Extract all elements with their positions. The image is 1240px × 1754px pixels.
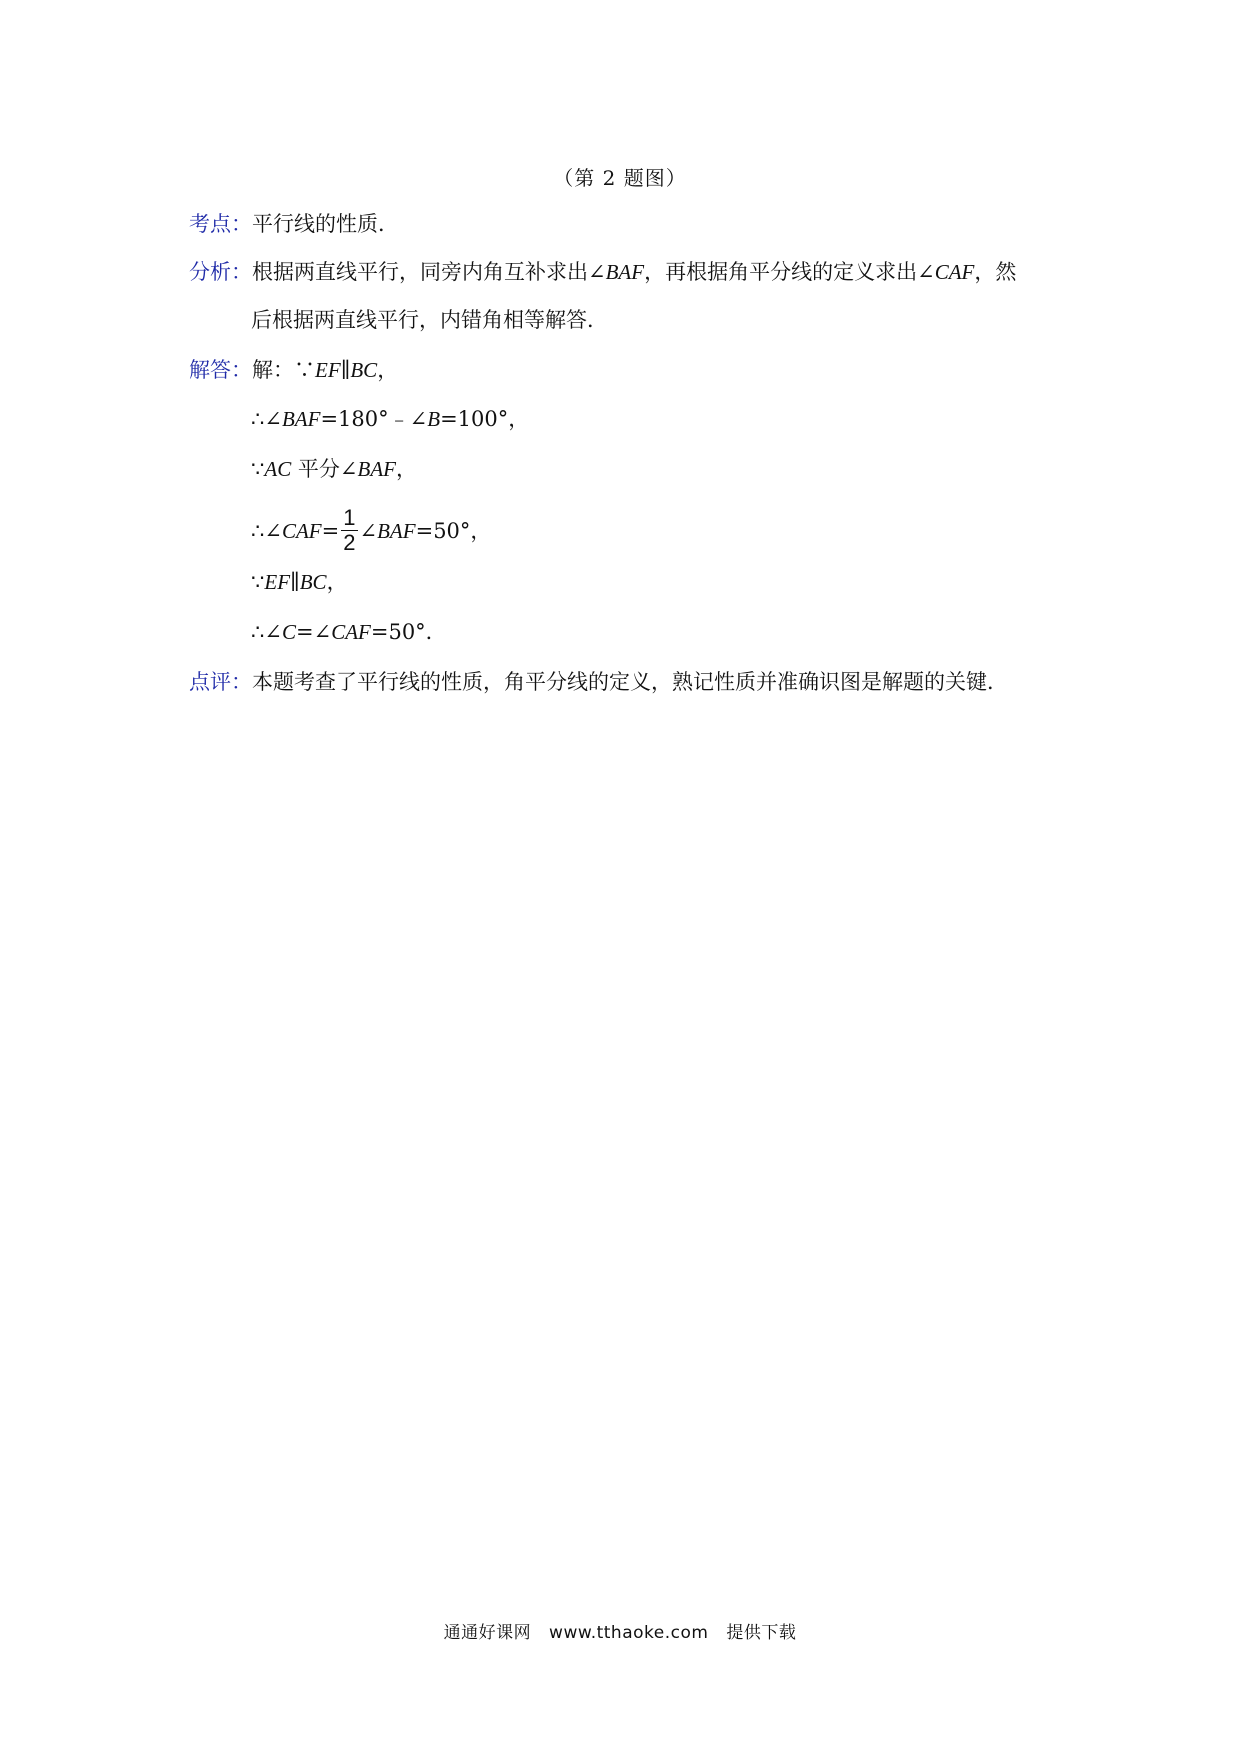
kaodian-row xyxy=(189,210,399,238)
fenxi-line2: 后根据两直线平行，内错角相等解答． xyxy=(251,308,608,332)
kaodian-text: 平行线的性质． xyxy=(252,212,399,236)
fraction-one-half xyxy=(341,506,357,555)
footer-url: www.tthaoke.com xyxy=(549,1623,709,1643)
step5-prefix: ∴∠ xyxy=(251,620,282,644)
step3-angle-sign: ∠ xyxy=(359,519,378,543)
jieda-intro: 解：∵ xyxy=(252,358,315,382)
jieda-colon: ： xyxy=(231,358,252,382)
step1-prefix: ∴∠ xyxy=(251,407,282,431)
fenxi-line1-a: 根据两直线平行，同旁内角互补求出∠ xyxy=(252,260,606,284)
fenxi-label: 分析 xyxy=(189,260,231,284)
step5-angle-caf: CAF xyxy=(331,620,371,644)
jieda-row xyxy=(189,356,398,384)
fenxi-line1-b: ，再根据角平分线的定义求出∠ xyxy=(644,260,935,284)
step1-result: =100°， xyxy=(440,407,530,431)
step2-end: ， xyxy=(395,457,417,481)
step2-angle-baf: BAF xyxy=(357,457,396,481)
solution-step-1 xyxy=(251,405,529,433)
step2-ac: AC xyxy=(264,457,292,481)
kaodian-colon: ： xyxy=(231,212,252,236)
step3-prefix: ∴∠ xyxy=(251,519,282,543)
step4-prefix: ∵ xyxy=(251,570,265,594)
fraction-numerator: 1 xyxy=(343,505,356,530)
step5-angle-c: C xyxy=(281,620,296,644)
step5-mid: =∠ xyxy=(295,620,332,644)
solution-step-2 xyxy=(251,455,417,483)
step1-mid: =180°﹣∠ xyxy=(320,407,428,431)
step4-parallel: EF∥BC xyxy=(264,570,327,594)
fenxi-line1-c: ，然 xyxy=(974,260,1017,284)
solution-step-3 xyxy=(251,505,492,557)
step2-mid: 平分∠ xyxy=(291,457,358,481)
jieda-label: 解答 xyxy=(189,358,231,382)
page-footer xyxy=(0,1618,1240,1643)
fenxi-angle-caf: CAF xyxy=(934,260,975,284)
footer-site-name: 通通好课网 xyxy=(443,1623,532,1643)
fenxi-colon: ： xyxy=(231,260,252,284)
fenxi-angle-baf: BAF xyxy=(605,260,645,284)
step2-prefix: ∵ xyxy=(251,457,265,481)
jieda-intro-end: ， xyxy=(377,358,399,382)
footer-action: 提供下载 xyxy=(726,1623,797,1643)
step1-angle-baf: BAF xyxy=(281,407,321,431)
step3-result: =50°， xyxy=(415,519,492,543)
dianping-label: 点评 xyxy=(189,670,231,694)
step3-angle-caf: CAF xyxy=(281,519,322,543)
step3-equals: = xyxy=(321,519,340,543)
solution-step-5 xyxy=(251,618,447,646)
figure-caption: （第 2 题图） xyxy=(553,166,687,190)
step5-result: =50°． xyxy=(370,620,447,644)
step3-angle-baf: BAF xyxy=(377,519,416,543)
solution-step-4 xyxy=(251,568,348,596)
kaodian-label: 考点 xyxy=(189,212,231,236)
fenxi-row xyxy=(189,258,1016,286)
dianping-row xyxy=(189,668,1008,696)
dianping-text: 本题考查了平行线的性质，角平分线的定义，熟记性质并准确识图是解题的关键． xyxy=(252,670,1008,694)
dianping-colon: ： xyxy=(231,670,252,694)
jieda-intro-math: EF∥BC xyxy=(315,358,378,382)
step1-angle-b: B xyxy=(427,407,441,431)
step4-end: ， xyxy=(326,570,348,594)
fraction-denominator: 2 xyxy=(343,530,356,555)
